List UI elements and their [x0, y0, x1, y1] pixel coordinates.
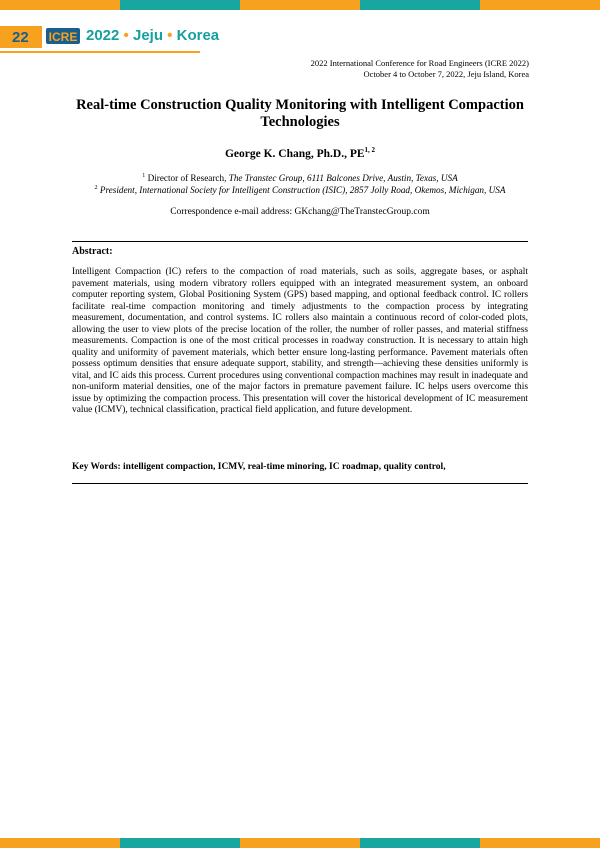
divider-bottom	[72, 483, 528, 484]
affiliation-2: $^2$ President, International Society for Intelligent Construction (ISIC), 2857 Jolly Road, Okemos, Michigan, USA	[94, 185, 506, 196]
abstract-heading: Abstract:	[72, 246, 113, 257]
header-underline	[0, 51, 200, 53]
conference-brand: 2022 • Jeju • Korea	[86, 27, 220, 44]
top-color-stripe	[0, 0, 600, 10]
bottom-color-stripe	[0, 838, 600, 848]
conference-info	[311, 58, 529, 79]
affiliation-1: $^1$ Director of Research, The Transtec Group, 6111 Balcones Drive, Austin, Texas, USA	[142, 173, 458, 184]
conference-name: 2022 International Conference for Road Engineers (ICRE 2022)	[310, 58, 529, 68]
brand-city: Jeju	[132, 27, 163, 44]
page-header	[0, 22, 600, 52]
divider-top	[72, 241, 528, 242]
icre-logo-icon	[46, 26, 80, 46]
conference-dates: October 4 to October 7, 2022, Jeju Island, Korea	[363, 68, 529, 79]
author-line	[72, 146, 528, 160]
page-number: 22	[12, 29, 29, 46]
brand-year: 2022	[86, 27, 120, 44]
brand-country: Korea	[176, 27, 220, 44]
author-name: George K. Chang, Ph.D., PE	[224, 147, 365, 160]
page-number-box	[0, 26, 42, 48]
paper-title: Real-time Construction Quality Monitoring with Intelligent Compaction Technologies	[76, 97, 524, 130]
keywords: Key Words: intelligent compaction, ICMV, real-time minoring, IC roadmap, quality control,	[72, 462, 446, 472]
svg-text:ICRE: ICRE	[48, 30, 78, 44]
correspondence-email: Correspondence e-mail address: GKchang@TheTranstecGroup.com	[170, 207, 430, 217]
author-affiliation-marks: 1, 2	[364, 146, 376, 154]
abstract-text: Intelligent Compaction (IC) refers to the compaction of road materials, such as soils, aggregate bases, or asphalt pavement materials, using modern vibratory rollers equipped with an integrated measurement system, an onboard computer reporting system, Global Positioning System (GPS) based mapping, and optional feedback control. IC rollers facilitate real-time compaction monitoring and timely adjustments to the compaction process by integrating measurement, documentation, and control systems. IC rollers also maintain a continuous record of color-coded plots, allowing the user to view plots of the precise location of the roller, the number of roller passes, and material stiffness measurements. Compaction is one of the most critical processes in roadway construction. It is necessary to attain high quality and uniformity of pavement materials, which better ensure long-lasting performance. Pavement materials often possess optimum densities that ensure adequate support, stability, and strength—achieving these densities uniformly is vital, and IC aids this process. Current procedures using conventional compaction machines may result in inadequate and non-uniform material densities, one of the major factors in premature pavement failure. IC helps users overcome this issue by optimizing the compaction process. This presentation will cover the historical development of IC measurement value (ICMV), technical classification, practical field application, and future development.	[72, 267, 528, 415]
